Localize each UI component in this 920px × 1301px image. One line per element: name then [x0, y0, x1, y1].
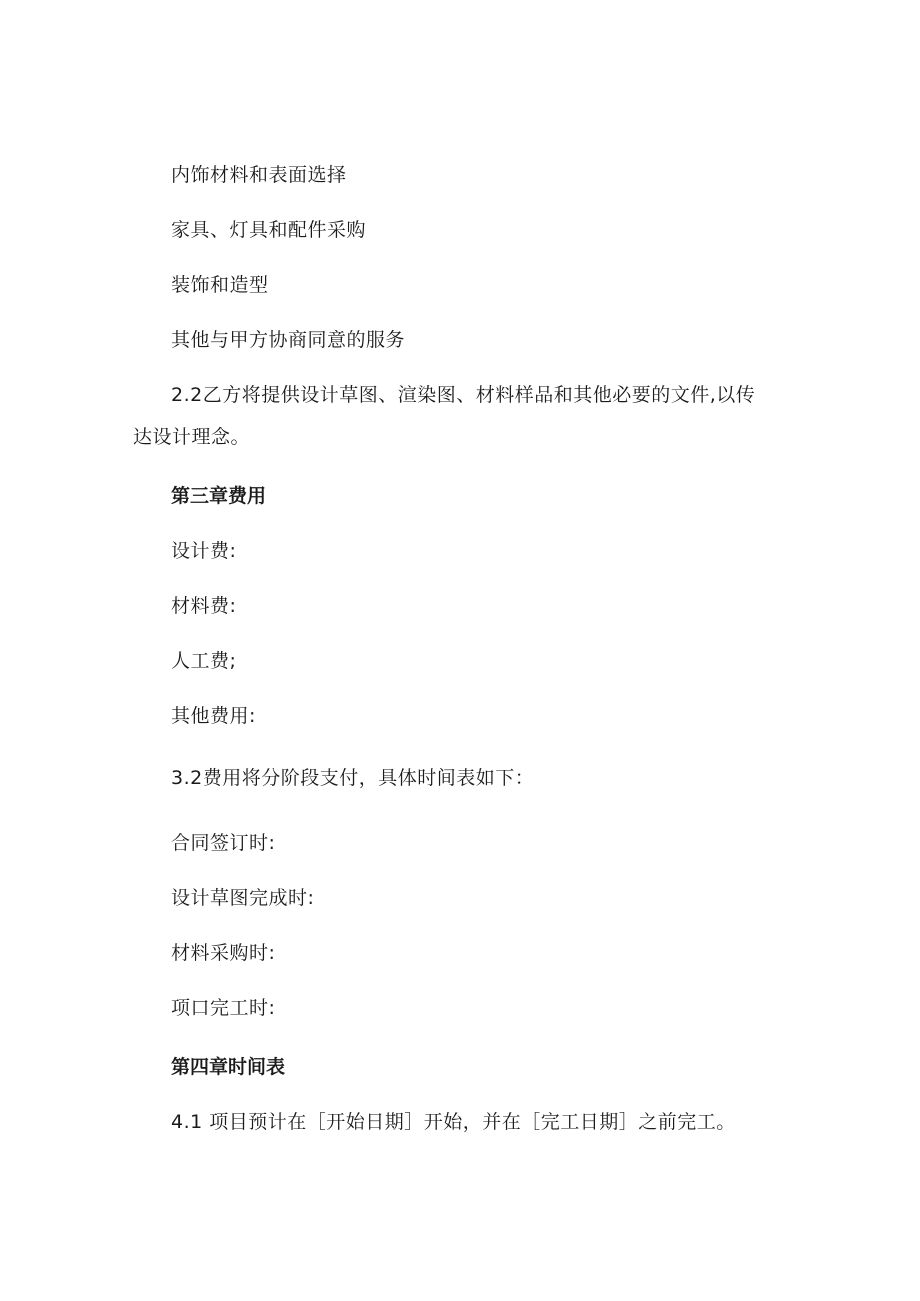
service-item: 其他与甲方协商同意的服务 [171, 329, 406, 351]
paragraph-3-2: 3.2费用将分阶段支付，具体时间表如下： [171, 767, 535, 789]
service-item: 装饰和造型 [171, 274, 269, 296]
fee-item: 其他费用: [171, 705, 256, 727]
chapter-3-heading: 第三章费用 [171, 485, 267, 507]
paragraph-2-2-line2: 达设计理念。 [133, 426, 251, 448]
paragraph-2-2-line1: 2.2乙方将提供设计草图、渲染图、材料样品和其他必要的文件,以传 [171, 384, 756, 406]
fee-item: 人工费; [171, 650, 237, 672]
paragraph-4-1: 4.1 项目预计在［开始日期］开始，并在［完工日期］之前完工。 [171, 1111, 736, 1133]
schedule-item: 设计草图完成时: [171, 887, 315, 909]
fee-item: 设计费: [171, 540, 237, 562]
service-item: 家具、灯具和配件采购 [171, 219, 367, 241]
schedule-item: 合同签订时: [171, 832, 276, 854]
schedule-item: 材料采购时: [171, 942, 276, 964]
chapter-4-heading: 第四章时间表 [171, 1056, 286, 1078]
fee-item: 材料费: [171, 595, 237, 617]
schedule-item: 项口完工时: [171, 997, 276, 1019]
service-item: 内饰材料和表面选择 [171, 164, 347, 186]
